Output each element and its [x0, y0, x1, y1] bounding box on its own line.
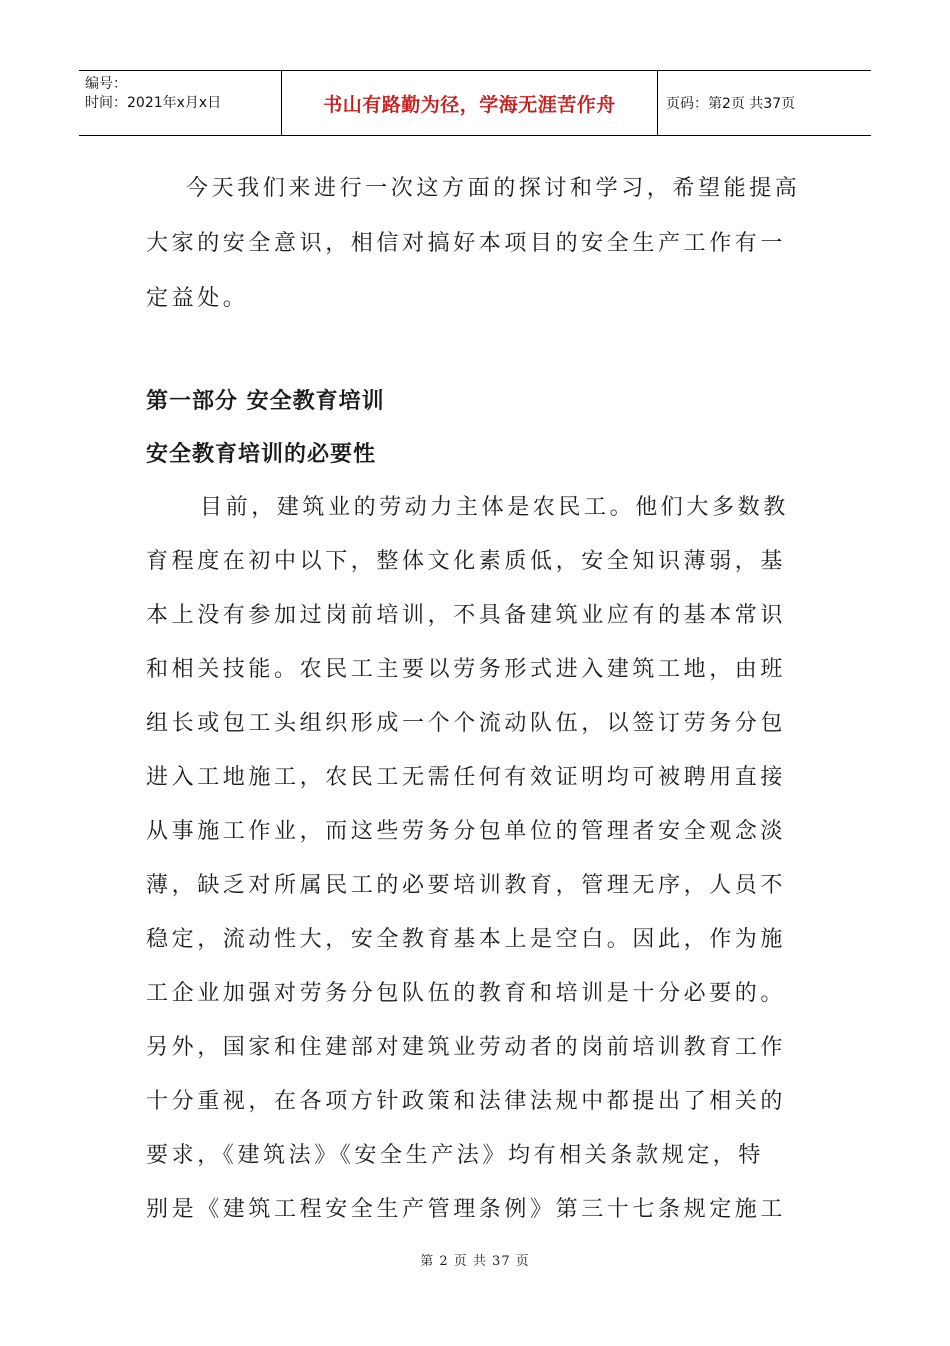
body-line: 薄，缺乏对所属民工的必要培训教育，管理无序，人员不: [146, 873, 787, 898]
body-line: 从事施工作业，而这些劳务分包单位的管理者安全观念淡: [146, 819, 787, 844]
header-meta: [79, 71, 282, 135]
body-line: 和相关技能。农民工主要以劳务形式进入建筑工地，由班: [146, 657, 787, 682]
page-footer: 第 2 页 共 37 页: [420, 1254, 530, 1269]
number-label: 编号：: [85, 76, 127, 92]
body-line: 别是《建筑工程安全生产管理条例》第三十七条规定施工: [146, 1197, 787, 1222]
body-line: 组长或包工头组织形成一个个流动队伍，以签订劳务分包: [146, 711, 787, 736]
body-line: 另外，国家和住建部对建筑业劳动者的岗前培训教育工作: [146, 1035, 787, 1060]
body-line: 十分重视，在各项方针政策和法律法规中都提出了相关的: [146, 1089, 787, 1114]
intro-line: 大家的安全意识，相信对搞好本项目的安全生产工作有一: [146, 231, 787, 256]
intro-line: 定益处。: [146, 286, 249, 311]
body-line: 进入工地施工，农民工无需任何有效证明均可被聘用直接: [146, 765, 787, 790]
document-header: [79, 70, 871, 136]
body-line: 本上没有参加过岗前培训，不具备建筑业应有的基本常识: [146, 603, 787, 628]
intro-line: 今天我们来进行一次这方面的探讨和学习，希望能提高: [186, 176, 801, 201]
time-label: 时间：2021年x月x日: [85, 95, 222, 111]
body-line: 目前，建筑业的劳动力主体是农民工。他们大多数教: [200, 495, 789, 520]
body-line: 工企业加强对劳务分包队伍的教育和培训是十分必要的。: [146, 981, 787, 1006]
header-motto: 书山有路勤为径，学海无涯苦作舟: [282, 71, 658, 135]
subsection-title: 安全教育培训的必要性: [146, 442, 377, 467]
body-line: 稳定，流动性大，安全教育基本上是空白。因此，作为施: [146, 927, 787, 952]
body-line: 育程度在初中以下，整体文化素质低，安全知识薄弱，基: [146, 549, 787, 574]
section-title: 第一部分 安全教育培训: [146, 389, 385, 414]
body-line: 要求，《建筑法》《安全生产法》均有相关条款规定，特: [146, 1143, 765, 1168]
header-page-code: 页码：第2页 共37页: [666, 96, 796, 112]
